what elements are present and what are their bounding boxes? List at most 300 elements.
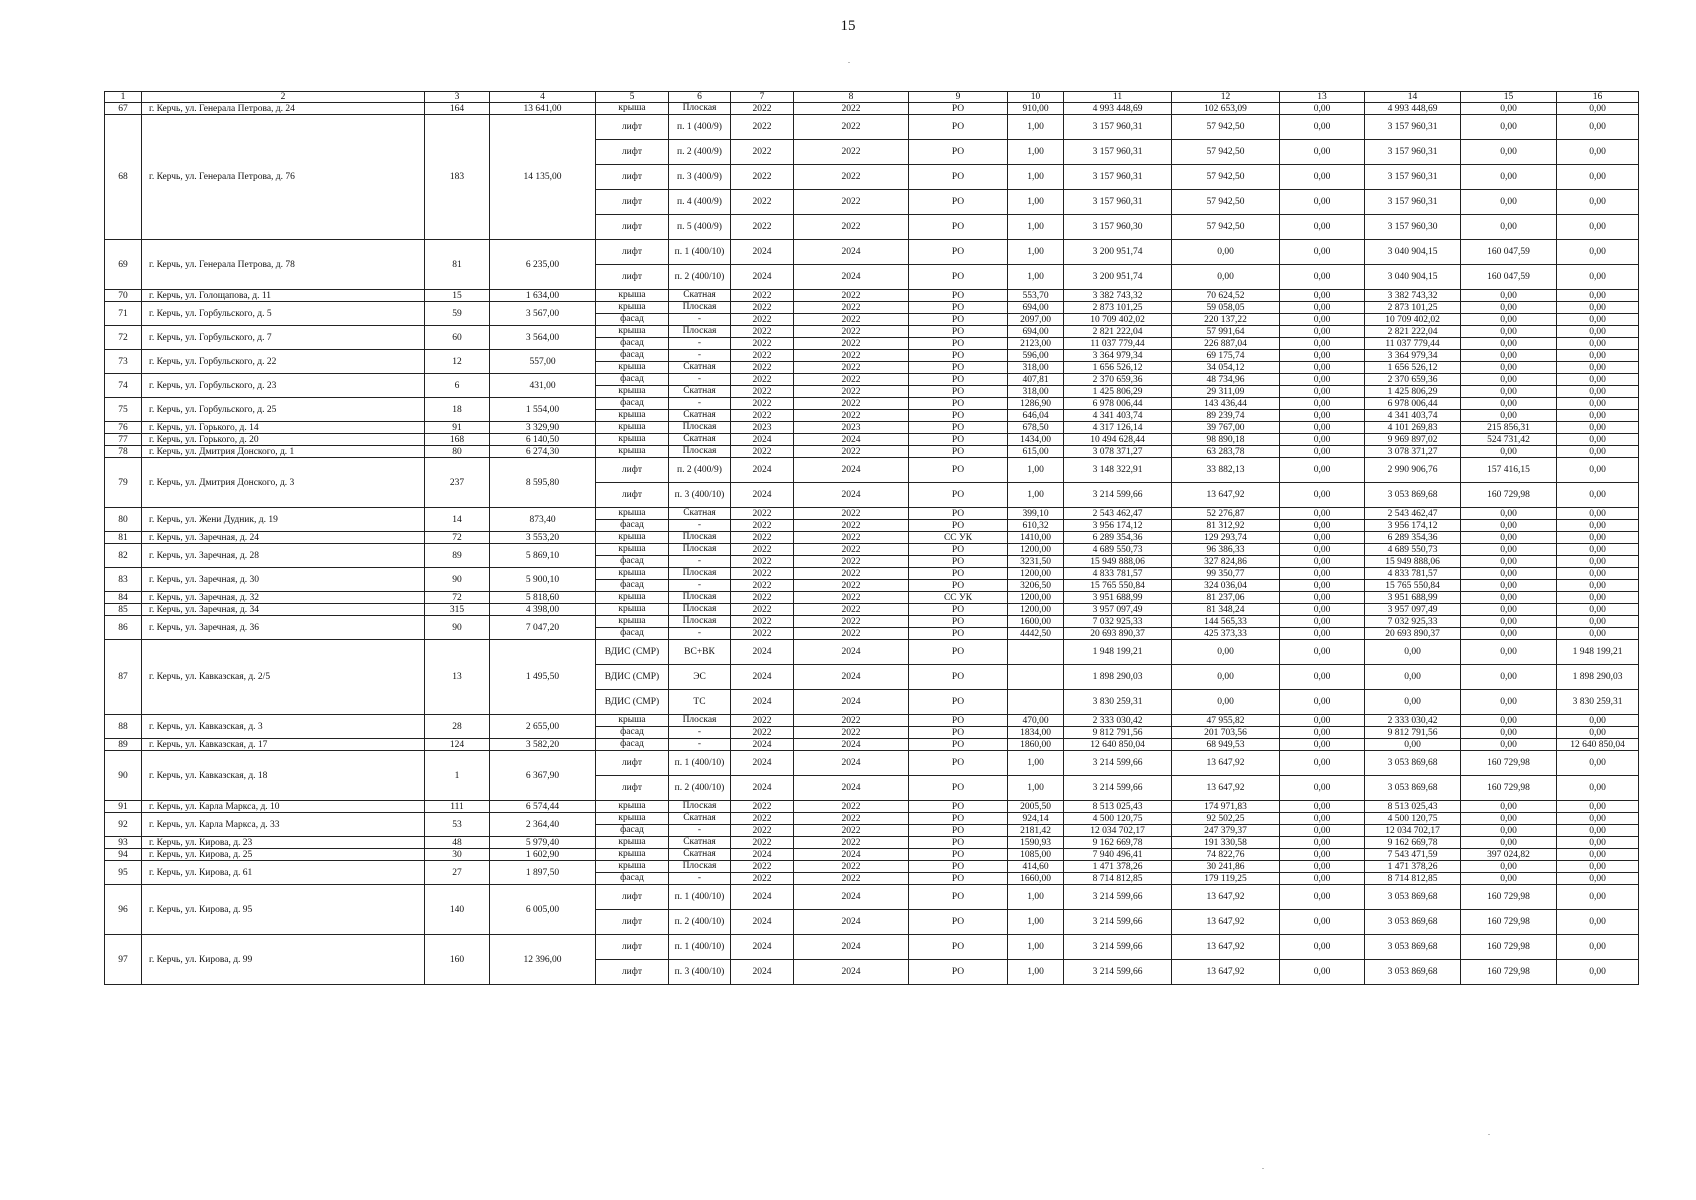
fund-cell: 0,00 bbox=[1280, 434, 1365, 446]
year-start-cell: 2022 bbox=[731, 290, 794, 302]
local-budget-cell: 0,00 bbox=[1461, 115, 1557, 140]
work-type-cell: лифт bbox=[596, 140, 669, 165]
row-number-cell: 78 bbox=[105, 446, 142, 458]
volume-cell: 694,00 bbox=[1008, 326, 1064, 338]
work-kind-cell: Плоская bbox=[669, 532, 731, 544]
executor-cell: РО bbox=[909, 115, 1008, 140]
cost-per-unit-cell: 63 283,78 bbox=[1172, 446, 1280, 458]
fund-cell: 0,00 bbox=[1280, 302, 1365, 314]
regional-fund-cell: 3 053 869,68 bbox=[1365, 776, 1461, 801]
row-number-cell: 95 bbox=[105, 861, 142, 885]
regional-fund-cell: 3 157 960,30 bbox=[1365, 215, 1461, 240]
address-cell: г. Керчь, ул. Горбульского, д. 23 bbox=[142, 374, 425, 398]
year-start-cell: 2024 bbox=[731, 849, 794, 861]
work-type-cell: фасад bbox=[596, 628, 669, 640]
owners-fund-cell: 0,00 bbox=[1557, 960, 1639, 985]
apartments-cell: 13 bbox=[425, 640, 490, 715]
area-cell: 1 634,00 bbox=[490, 290, 596, 302]
address-cell: г. Керчь, ул. Горького, д. 20 bbox=[142, 434, 425, 446]
address-cell: г. Керчь, ул. Горького, д. 14 bbox=[142, 422, 425, 434]
volume-cell: 1860,00 bbox=[1008, 739, 1064, 751]
total-cost-cell: 3 157 960,30 bbox=[1064, 215, 1172, 240]
total-cost-cell: 8 513 025,43 bbox=[1064, 801, 1172, 813]
area-cell: 12 396,00 bbox=[490, 935, 596, 985]
address-cell: г. Керчь, ул. Карла Маркса, д. 10 bbox=[142, 801, 425, 813]
volume-cell: 3231,50 bbox=[1008, 556, 1064, 568]
work-type-cell: лифт bbox=[596, 935, 669, 960]
year-end-cell: 2022 bbox=[794, 556, 909, 568]
work-type-cell: лифт bbox=[596, 458, 669, 483]
local-budget-cell: 0,00 bbox=[1461, 739, 1557, 751]
executor-cell: РО bbox=[909, 362, 1008, 374]
area-cell: 1 554,00 bbox=[490, 398, 596, 422]
owners-fund-cell: 0,00 bbox=[1557, 386, 1639, 398]
total-cost-cell: 11 037 779,44 bbox=[1064, 338, 1172, 350]
fund-cell: 0,00 bbox=[1280, 776, 1365, 801]
fund-cell: 0,00 bbox=[1280, 362, 1365, 374]
year-start-cell: 2022 bbox=[731, 813, 794, 825]
cost-per-unit-cell: 57 942,50 bbox=[1172, 115, 1280, 140]
table-row bbox=[105, 544, 1639, 556]
row-number-cell: 72 bbox=[105, 326, 142, 350]
year-start-cell: 2024 bbox=[731, 751, 794, 776]
total-cost-cell: 3 157 960,31 bbox=[1064, 140, 1172, 165]
regional-fund-cell: 15 765 550,84 bbox=[1365, 580, 1461, 592]
table-row bbox=[105, 240, 1639, 265]
local-budget-cell: 0,00 bbox=[1461, 290, 1557, 302]
year-start-cell: 2022 bbox=[731, 628, 794, 640]
volume-cell: 596,00 bbox=[1008, 350, 1064, 362]
year-end-cell: 2022 bbox=[794, 544, 909, 556]
owners-fund-cell: 0,00 bbox=[1557, 215, 1639, 240]
cost-per-unit-cell: 13 647,92 bbox=[1172, 960, 1280, 985]
work-kind-cell: п. 2 (400/10) bbox=[669, 265, 731, 290]
work-type-cell: крыша bbox=[596, 861, 669, 873]
volume-cell bbox=[1008, 665, 1064, 690]
fund-cell: 0,00 bbox=[1280, 240, 1365, 265]
year-start-cell: 2022 bbox=[731, 103, 794, 115]
year-end-cell: 2022 bbox=[794, 362, 909, 374]
year-end-cell: 2024 bbox=[794, 960, 909, 985]
local-budget-cell: 0,00 bbox=[1461, 165, 1557, 190]
year-start-cell: 2022 bbox=[731, 115, 794, 140]
regional-fund-cell: 1 656 526,12 bbox=[1365, 362, 1461, 374]
fund-cell: 0,00 bbox=[1280, 727, 1365, 739]
work-type-cell: крыша bbox=[596, 103, 669, 115]
fund-cell: 0,00 bbox=[1280, 628, 1365, 640]
local-budget-cell: 0,00 bbox=[1461, 665, 1557, 690]
cost-per-unit-cell: 13 647,92 bbox=[1172, 935, 1280, 960]
volume-cell: 646,04 bbox=[1008, 410, 1064, 422]
apartments-cell: 60 bbox=[425, 326, 490, 350]
owners-fund-cell: 0,00 bbox=[1557, 776, 1639, 801]
year-end-cell: 2022 bbox=[794, 861, 909, 873]
fund-cell: 0,00 bbox=[1280, 604, 1365, 616]
owners-fund-cell: 0,00 bbox=[1557, 825, 1639, 837]
table-row bbox=[105, 326, 1639, 338]
apartments-cell: 89 bbox=[425, 544, 490, 568]
local-budget-cell: 0,00 bbox=[1461, 544, 1557, 556]
owners-fund-cell: 0,00 bbox=[1557, 140, 1639, 165]
work-kind-cell: Скатная bbox=[669, 362, 731, 374]
work-kind-cell: п. 1 (400/10) bbox=[669, 240, 731, 265]
year-start-cell: 2022 bbox=[731, 532, 794, 544]
work-type-cell: фасад bbox=[596, 520, 669, 532]
executor-cell: РО bbox=[909, 910, 1008, 935]
fund-cell: 0,00 bbox=[1280, 350, 1365, 362]
work-kind-cell: п. 2 (400/10) bbox=[669, 910, 731, 935]
area-cell: 4 398,00 bbox=[490, 604, 596, 616]
capital-repair-table-wrapper bbox=[104, 91, 1638, 985]
cost-per-unit-cell: 129 293,74 bbox=[1172, 532, 1280, 544]
volume-cell: 1434,00 bbox=[1008, 434, 1064, 446]
total-cost-cell: 3 951 688,99 bbox=[1064, 592, 1172, 604]
regional-fund-cell: 4 833 781,57 bbox=[1365, 568, 1461, 580]
year-end-cell: 2022 bbox=[794, 580, 909, 592]
executor-cell: РО bbox=[909, 727, 1008, 739]
executor-cell: РО bbox=[909, 873, 1008, 885]
regional-fund-cell: 3 957 097,49 bbox=[1365, 604, 1461, 616]
year-start-cell: 2024 bbox=[731, 776, 794, 801]
local-budget-cell: 0,00 bbox=[1461, 302, 1557, 314]
row-number-cell: 71 bbox=[105, 302, 142, 326]
scan-speck bbox=[1262, 1168, 1264, 1169]
year-end-cell: 2022 bbox=[794, 825, 909, 837]
regional-fund-cell: 1 471 378,26 bbox=[1365, 861, 1461, 873]
total-cost-cell: 3 957 097,49 bbox=[1064, 604, 1172, 616]
column-number-cell: 11 bbox=[1064, 92, 1172, 103]
total-cost-cell: 2 873 101,25 bbox=[1064, 302, 1172, 314]
year-end-cell: 2024 bbox=[794, 240, 909, 265]
address-cell: г. Керчь, ул. Кавказская, д. 18 bbox=[142, 751, 425, 801]
executor-cell: СС УК bbox=[909, 532, 1008, 544]
apartments-cell: 48 bbox=[425, 837, 490, 849]
volume-cell: 615,00 bbox=[1008, 446, 1064, 458]
regional-fund-cell: 6 289 354,36 bbox=[1365, 532, 1461, 544]
address-cell: г. Керчь, ул. Горбульского, д. 5 bbox=[142, 302, 425, 326]
year-end-cell: 2022 bbox=[794, 140, 909, 165]
cost-per-unit-cell: 30 241,86 bbox=[1172, 861, 1280, 873]
owners-fund-cell: 0,00 bbox=[1557, 115, 1639, 140]
regional-fund-cell: 8 513 025,43 bbox=[1365, 801, 1461, 813]
volume-cell: 2181,42 bbox=[1008, 825, 1064, 837]
local-budget-cell: 0,00 bbox=[1461, 326, 1557, 338]
fund-cell: 0,00 bbox=[1280, 265, 1365, 290]
volume-cell: 318,00 bbox=[1008, 362, 1064, 374]
work-type-cell: лифт bbox=[596, 960, 669, 985]
executor-cell: РО bbox=[909, 446, 1008, 458]
owners-fund-cell: 0,00 bbox=[1557, 532, 1639, 544]
cost-per-unit-cell: 0,00 bbox=[1172, 690, 1280, 715]
row-number-cell: 70 bbox=[105, 290, 142, 302]
executor-cell: РО bbox=[909, 434, 1008, 446]
row-number-cell: 83 bbox=[105, 568, 142, 592]
total-cost-cell: 3 214 599,66 bbox=[1064, 776, 1172, 801]
year-end-cell: 2024 bbox=[794, 935, 909, 960]
work-kind-cell: Плоская bbox=[669, 604, 731, 616]
total-cost-cell: 3 364 979,34 bbox=[1064, 350, 1172, 362]
cost-per-unit-cell: 425 373,33 bbox=[1172, 628, 1280, 640]
owners-fund-cell: 0,00 bbox=[1557, 837, 1639, 849]
executor-cell: РО bbox=[909, 861, 1008, 873]
cost-per-unit-cell: 96 386,33 bbox=[1172, 544, 1280, 556]
owners-fund-cell: 0,00 bbox=[1557, 103, 1639, 115]
fund-cell: 0,00 bbox=[1280, 483, 1365, 508]
fund-cell: 0,00 bbox=[1280, 508, 1365, 520]
apartments-cell: 14 bbox=[425, 508, 490, 532]
area-cell: 1 897,50 bbox=[490, 861, 596, 885]
executor-cell: РО bbox=[909, 410, 1008, 422]
executor-cell: РО bbox=[909, 665, 1008, 690]
volume-cell: 1200,00 bbox=[1008, 544, 1064, 556]
executor-cell: РО bbox=[909, 422, 1008, 434]
column-number-cell: 12 bbox=[1172, 92, 1280, 103]
regional-fund-cell: 3 157 960,31 bbox=[1365, 190, 1461, 215]
cost-per-unit-cell: 144 565,33 bbox=[1172, 616, 1280, 628]
cost-per-unit-cell: 179 119,25 bbox=[1172, 873, 1280, 885]
cost-per-unit-cell: 220 137,22 bbox=[1172, 314, 1280, 326]
work-type-cell: крыша bbox=[596, 532, 669, 544]
table-row bbox=[105, 751, 1639, 776]
volume-cell: 1,00 bbox=[1008, 960, 1064, 985]
year-end-cell: 2022 bbox=[794, 520, 909, 532]
area-cell: 3 553,20 bbox=[490, 532, 596, 544]
volume-cell: 2123,00 bbox=[1008, 338, 1064, 350]
fund-cell: 0,00 bbox=[1280, 290, 1365, 302]
year-start-cell: 2022 bbox=[731, 580, 794, 592]
table-row bbox=[105, 885, 1639, 910]
local-budget-cell: 0,00 bbox=[1461, 103, 1557, 115]
apartments-cell: 168 bbox=[425, 434, 490, 446]
year-end-cell: 2024 bbox=[794, 739, 909, 751]
local-budget-cell: 0,00 bbox=[1461, 727, 1557, 739]
total-cost-cell: 3 078 371,27 bbox=[1064, 446, 1172, 458]
year-start-cell: 2022 bbox=[731, 568, 794, 580]
column-number-cell: 6 bbox=[669, 92, 731, 103]
column-number-cell: 3 bbox=[425, 92, 490, 103]
year-end-cell: 2022 bbox=[794, 165, 909, 190]
address-cell: г. Керчь, ул. Жени Дудник, д. 19 bbox=[142, 508, 425, 532]
work-kind-cell: Скатная bbox=[669, 813, 731, 825]
executor-cell: РО bbox=[909, 776, 1008, 801]
cost-per-unit-cell: 81 237,06 bbox=[1172, 592, 1280, 604]
fund-cell: 0,00 bbox=[1280, 592, 1365, 604]
year-start-cell: 2023 bbox=[731, 422, 794, 434]
volume-cell: 1410,00 bbox=[1008, 532, 1064, 544]
year-start-cell: 2022 bbox=[731, 446, 794, 458]
year-start-cell: 2022 bbox=[731, 326, 794, 338]
work-type-cell: фасад bbox=[596, 338, 669, 350]
owners-fund-cell: 0,00 bbox=[1557, 580, 1639, 592]
scan-speck bbox=[1488, 1134, 1490, 1135]
work-kind-cell: п. 1 (400/10) bbox=[669, 885, 731, 910]
work-kind-cell: п. 3 (400/9) bbox=[669, 165, 731, 190]
row-number-cell: 88 bbox=[105, 715, 142, 739]
total-cost-cell: 15 949 888,06 bbox=[1064, 556, 1172, 568]
fund-cell: 0,00 bbox=[1280, 960, 1365, 985]
local-budget-cell: 0,00 bbox=[1461, 556, 1557, 568]
executor-cell: РО bbox=[909, 165, 1008, 190]
owners-fund-cell: 0,00 bbox=[1557, 302, 1639, 314]
executor-cell: СС УК bbox=[909, 592, 1008, 604]
owners-fund-cell: 0,00 bbox=[1557, 362, 1639, 374]
executor-cell: РО bbox=[909, 265, 1008, 290]
executor-cell: РО bbox=[909, 314, 1008, 326]
work-kind-cell: Скатная bbox=[669, 290, 731, 302]
regional-fund-cell: 3 956 174,12 bbox=[1365, 520, 1461, 532]
year-start-cell: 2024 bbox=[731, 240, 794, 265]
owners-fund-cell: 0,00 bbox=[1557, 240, 1639, 265]
year-start-cell: 2022 bbox=[731, 837, 794, 849]
year-end-cell: 2024 bbox=[794, 849, 909, 861]
total-cost-cell: 4 341 403,74 bbox=[1064, 410, 1172, 422]
year-start-cell: 2024 bbox=[731, 910, 794, 935]
local-budget-cell: 0,00 bbox=[1461, 410, 1557, 422]
fund-cell: 0,00 bbox=[1280, 532, 1365, 544]
work-kind-cell: ВС+ВК bbox=[669, 640, 731, 665]
area-cell: 431,00 bbox=[490, 374, 596, 398]
volume-cell: 1,00 bbox=[1008, 885, 1064, 910]
table-row bbox=[105, 446, 1639, 458]
year-end-cell: 2024 bbox=[794, 265, 909, 290]
year-end-cell: 2022 bbox=[794, 508, 909, 520]
volume-cell: 1200,00 bbox=[1008, 592, 1064, 604]
owners-fund-cell: 0,00 bbox=[1557, 314, 1639, 326]
work-type-cell: фасад bbox=[596, 739, 669, 751]
fund-cell: 0,00 bbox=[1280, 935, 1365, 960]
total-cost-cell: 20 693 890,37 bbox=[1064, 628, 1172, 640]
apartments-cell: 183 bbox=[425, 115, 490, 240]
executor-cell: РО bbox=[909, 240, 1008, 265]
cost-per-unit-cell: 39 767,00 bbox=[1172, 422, 1280, 434]
local-budget-cell: 0,00 bbox=[1461, 715, 1557, 727]
fund-cell: 0,00 bbox=[1280, 861, 1365, 873]
work-kind-cell: Плоская bbox=[669, 715, 731, 727]
work-type-cell: фасад bbox=[596, 314, 669, 326]
owners-fund-cell: 0,00 bbox=[1557, 422, 1639, 434]
work-kind-cell: Плоская bbox=[669, 861, 731, 873]
regional-fund-cell: 3 157 960,31 bbox=[1365, 140, 1461, 165]
year-end-cell: 2024 bbox=[794, 640, 909, 665]
volume-cell: 610,32 bbox=[1008, 520, 1064, 532]
total-cost-cell: 1 898 290,03 bbox=[1064, 665, 1172, 690]
area-cell: 6 367,90 bbox=[490, 751, 596, 801]
area-cell: 1 602,90 bbox=[490, 849, 596, 861]
year-end-cell: 2024 bbox=[794, 776, 909, 801]
work-kind-cell: - bbox=[669, 739, 731, 751]
local-budget-cell: 215 856,31 bbox=[1461, 422, 1557, 434]
executor-cell: РО bbox=[909, 508, 1008, 520]
year-start-cell: 2022 bbox=[731, 338, 794, 350]
apartments-cell: 140 bbox=[425, 885, 490, 935]
executor-cell: РО bbox=[909, 715, 1008, 727]
cost-per-unit-cell: 81 348,24 bbox=[1172, 604, 1280, 616]
year-end-cell: 2024 bbox=[794, 751, 909, 776]
fund-cell: 0,00 bbox=[1280, 410, 1365, 422]
apartments-cell: 91 bbox=[425, 422, 490, 434]
apartments-cell: 111 bbox=[425, 801, 490, 813]
year-start-cell: 2022 bbox=[731, 727, 794, 739]
table-row bbox=[105, 801, 1639, 813]
work-type-cell: крыша bbox=[596, 386, 669, 398]
regional-fund-cell: 11 037 779,44 bbox=[1365, 338, 1461, 350]
fund-cell: 0,00 bbox=[1280, 544, 1365, 556]
cost-per-unit-cell: 89 239,74 bbox=[1172, 410, 1280, 422]
address-cell: г. Керчь, ул. Кирова, д. 25 bbox=[142, 849, 425, 861]
address-cell: г. Керчь, ул. Кирова, д. 23 bbox=[142, 837, 425, 849]
fund-cell: 0,00 bbox=[1280, 326, 1365, 338]
work-type-cell: крыша bbox=[596, 849, 669, 861]
volume-cell: 1,00 bbox=[1008, 935, 1064, 960]
work-kind-cell: - bbox=[669, 338, 731, 350]
fund-cell: 0,00 bbox=[1280, 446, 1365, 458]
year-start-cell: 2022 bbox=[731, 873, 794, 885]
owners-fund-cell: 0,00 bbox=[1557, 508, 1639, 520]
area-cell: 5 979,40 bbox=[490, 837, 596, 849]
work-kind-cell: Скатная bbox=[669, 386, 731, 398]
year-start-cell: 2024 bbox=[731, 885, 794, 910]
work-type-cell: лифт bbox=[596, 215, 669, 240]
local-budget-cell: 0,00 bbox=[1461, 628, 1557, 640]
address-cell: г. Керчь, ул. Горбульского, д. 22 bbox=[142, 350, 425, 374]
owners-fund-cell: 0,00 bbox=[1557, 849, 1639, 861]
volume-cell: 1,00 bbox=[1008, 751, 1064, 776]
cost-per-unit-cell: 226 887,04 bbox=[1172, 338, 1280, 350]
owners-fund-cell: 0,00 bbox=[1557, 727, 1639, 739]
owners-fund-cell: 0,00 bbox=[1557, 326, 1639, 338]
owners-fund-cell: 0,00 bbox=[1557, 592, 1639, 604]
fund-cell: 0,00 bbox=[1280, 520, 1365, 532]
table-row bbox=[105, 837, 1639, 849]
total-cost-cell: 6 289 354,36 bbox=[1064, 532, 1172, 544]
fund-cell: 0,00 bbox=[1280, 140, 1365, 165]
total-cost-cell: 1 425 806,29 bbox=[1064, 386, 1172, 398]
executor-cell: РО bbox=[909, 290, 1008, 302]
year-start-cell: 2022 bbox=[731, 374, 794, 386]
volume-cell: 1,00 bbox=[1008, 190, 1064, 215]
table-row bbox=[105, 813, 1639, 825]
work-type-cell: лифт bbox=[596, 776, 669, 801]
total-cost-cell: 2 370 659,36 bbox=[1064, 374, 1172, 386]
volume-cell: 2005,50 bbox=[1008, 801, 1064, 813]
work-kind-cell: Плоская bbox=[669, 592, 731, 604]
cost-per-unit-cell: 92 502,25 bbox=[1172, 813, 1280, 825]
address-cell: г. Керчь, ул. Кавказская, д. 2/5 bbox=[142, 640, 425, 715]
regional-fund-cell: 3 053 869,68 bbox=[1365, 885, 1461, 910]
total-cost-cell: 3 214 599,66 bbox=[1064, 935, 1172, 960]
year-end-cell: 2022 bbox=[794, 813, 909, 825]
executor-cell: РО bbox=[909, 690, 1008, 715]
work-type-cell: фасад bbox=[596, 556, 669, 568]
volume-cell bbox=[1008, 640, 1064, 665]
table-row bbox=[105, 374, 1639, 386]
work-type-cell: крыша bbox=[596, 410, 669, 422]
executor-cell: РО bbox=[909, 556, 1008, 568]
owners-fund-cell: 0,00 bbox=[1557, 568, 1639, 580]
address-cell: г. Керчь, ул. Заречная, д. 24 bbox=[142, 532, 425, 544]
volume-cell: 1590,93 bbox=[1008, 837, 1064, 849]
area-cell: 5 818,60 bbox=[490, 592, 596, 604]
fund-cell: 0,00 bbox=[1280, 690, 1365, 715]
volume-cell bbox=[1008, 690, 1064, 715]
regional-fund-cell: 2 821 222,04 bbox=[1365, 326, 1461, 338]
work-kind-cell: п. 2 (400/9) bbox=[669, 140, 731, 165]
work-kind-cell: Плоская bbox=[669, 446, 731, 458]
scan-speck bbox=[848, 62, 850, 63]
cost-per-unit-cell: 143 436,44 bbox=[1172, 398, 1280, 410]
area-cell: 3 567,00 bbox=[490, 302, 596, 326]
work-type-cell: ВДИС (СМР) bbox=[596, 665, 669, 690]
